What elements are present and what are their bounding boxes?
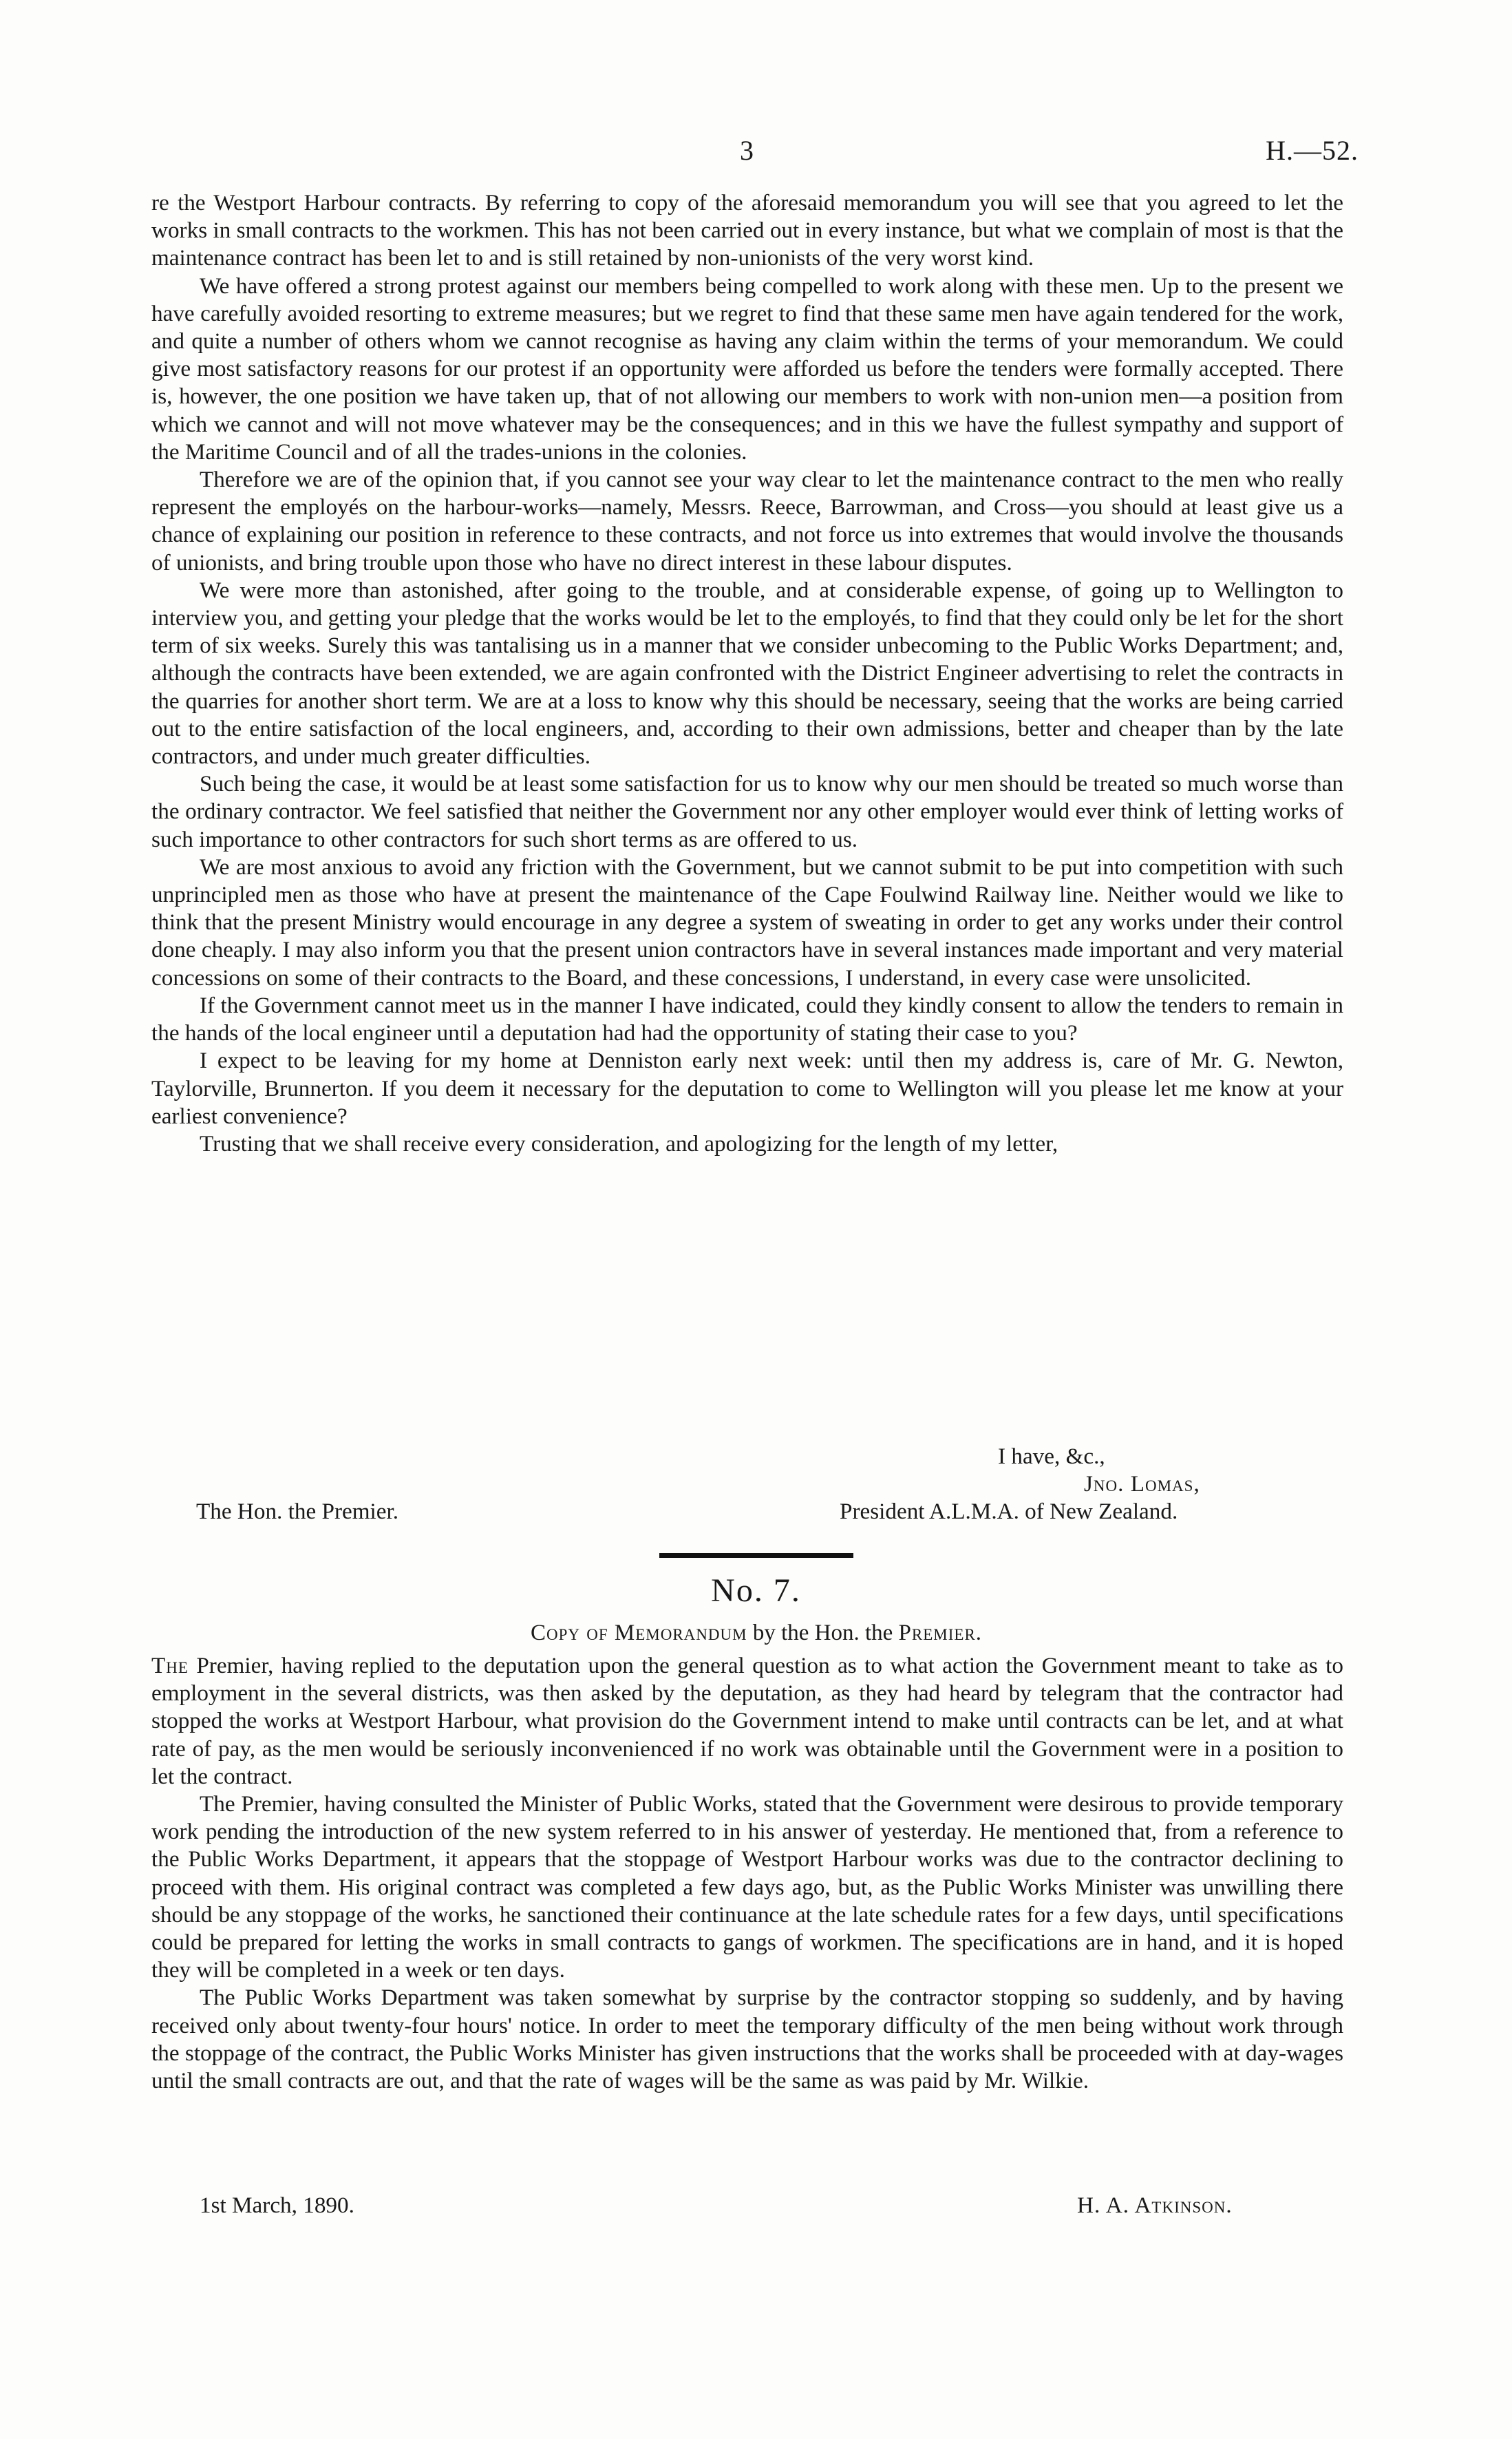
letter-paragraph-1: re the Westport Harbour contracts. By referring to copy of the aforesaid memorandum you will see that you agreed to let the works in small contracts to the workmen. This has not been carried out in every instance, but what we complain of most is that the maintenance contract has been let to and is still retained by non-unionists of the very worst kind. (151, 190, 1343, 271)
memo-signature-row (151, 2193, 1343, 2221)
letter-closing: I have, &c., (998, 1444, 1105, 1469)
page-number: 3 (740, 135, 754, 166)
section-divider (659, 1553, 853, 1558)
memo-paragraph-3: The Public Works Department was taken somewhat by surprise by the contractor stopping so suddenly, and by having received only about twenty-four hours' notice. In order to meet the temporary difficulty of the men being without work through the stoppage of the contract, the Public Works Minister has given instructions that the works shall be proceeded with at day-wages until the small contracts are out, and that the rate of wages will be the same as was paid by Mr. Wilkie. (151, 1985, 1343, 2094)
subtitle-middle: by the Hon. the (747, 1620, 899, 1645)
letter-paragraph-9: Trusting that we shall receive every consideration, and apologizing for the length of my letter, (200, 1130, 1058, 1157)
document-reference: H.—52. (1266, 135, 1359, 166)
letter-paragraph-8: I expect to be leaving for my home at Denniston early next week: until then my address is, care of Mr. G. Newton, Taylorville, Brunnerton. If you deem it necessary for the deputation to come to Wellington will you please let me know at your earliest convenience? (151, 1048, 1343, 1129)
letter-paragraph-3: Therefore we are of the opinion that, if you cannot see your way clear to let the maintenance contract to the men who really represent the employés on the harbour-works—namely, Messrs. Reece, Barrowman, and Cross—you should at least give us a chance of explaining our position in reference to these contracts, and not force us into extremes that would involve the thousands of unionists, and bring trouble upon those who have no direct interest in these labour disputes. (151, 467, 1343, 576)
memo-paragraph-1-text: Premier, having replied to the deputation upon the general question as to what action the Government meant to take as to employment in the several districts, was then asked by the deputation, as they had heard by telegram that the contractor had stopped the works at Westport Harbour, what provision do the Government intend to make until contracts can be let, and at what rate of pay, as the men would be seriously inconvenienced if no work was obtainable until the Government were in a position to let the contract. (151, 1653, 1343, 1789)
memo-date: 1st March, 1890. (200, 2193, 354, 2218)
letter-signatory-title: President A.L.M.A. of New Zealand. (840, 1499, 1178, 1525)
subtitle-memorandum: Memorandum (614, 1620, 747, 1645)
letter-signatory: Jno. Lomas, (1084, 1471, 1200, 1497)
memo-signatory: H. A. Atkinson. (1077, 2193, 1233, 2218)
letter-body (151, 189, 1343, 1158)
letter-paragraph-4: We were more than astonished, after going to the trouble, and at considerable expense, of going up to Wellington to interview you, and getting your pledge that the works would be let to the employés, to find that they could only be let for the short term of six weeks. Surely this was tantalising us in a manner that we consider unbecoming to the Public Works Department; and, although the contracts have been extended, we are again confronted with the District Engineer advertising to relet the contracts in the quarries for another short term. We are at a loss to know why this should be necessary, seeing that the works are being carried out to the entire satisfaction of the local engineers, and, according to their own admissions, better and cheaper than by the late contractors, and under much greater difficulties. (151, 577, 1343, 770)
section-title: No. 7. (711, 1572, 801, 1609)
section-subtitle (0, 1620, 1512, 1646)
letter-paragraph-5: Such being the case, it would be at least some satisfaction for us to know why our men should be treated so much worse than the ordinary contractor. We feel satisfied that neither the Government nor any other employer would ever think of letting works of such importance to other contractors for such short terms as are offered to us. (151, 771, 1343, 852)
letter-paragraph-6: We are most anxious to avoid any friction with the Government, but we cannot submit to be put into competition with such unprincipled men as those who have at present the maintenance of the Cape Foulwind Railway line. Neither would we like to think that the present Ministry would encourage in any degree a system of sweating in order to get any works under their control done cheaply. I may also inform you that the present union contractors have in several instances made important and very material concessions on some of their contracts to the Board, and these concessions, I understand, in every case were unsolicited. (151, 854, 1343, 991)
letter-signature-block (151, 1443, 1343, 1526)
memo-first-word: The (151, 1653, 189, 1678)
subtitle-period: . (975, 1620, 982, 1645)
subtitle-premier: Premier (898, 1620, 976, 1645)
memo-paragraph-1 (151, 1652, 1343, 1791)
letter-paragraph-7: If the Government cannot meet us in the manner I have indicated, could they kindly consent to allow the tenders to remain in the hands of the local engineer until a deputation had had the opportunity of stating their case to you? (151, 992, 1343, 1046)
subtitle-prefix: Copy of (530, 1620, 615, 1645)
memorandum-body (151, 1652, 1343, 2095)
page-header (0, 134, 1512, 176)
letter-addressee: The Hon. the Premier. (196, 1499, 399, 1525)
letter-paragraph-2: We have offered a strong protest against our members being compelled to work along with these men. Up to the present we have carefully avoided resorting to extreme measures; but we regret to find that these same men have again tendered for the work, and quite a number of others whom we cannot recognise as having any claim within the terms of your memorandum. We could give most satisfactory reasons for our protest if an opportunity were afforded us before the tenders were formally accepted. There is, however, the one position we have taken up, that of not allowing our members to work with non-union men—a position from which we cannot and will not move whatever may be the consequences; and in this we have the fullest sympathy and support of the Maritime Council and of all the trades-unions in the colonies. (151, 273, 1343, 465)
memo-paragraph-2: The Premier, having consulted the Minister of Public Works, stated that the Government were desirous to provide temporary work pending the introduction of the new system referred to in his answer of yesterday. He mentioned that, from a reference to the Public Works Department, it appears that the stoppage of Westport Harbour works was due to the contractor declining to proceed with them. His original contract was completed a few days ago, but, as the Public Works Minister was unwilling there should be any stoppage of the works, he sanctioned their continuance at the late schedule rates for a few days, until specifications could be prepared for letting the works in small contracts to gangs of workmen. The specifications are in hand, and it is hoped they will be completed in a week or ten days. (151, 1791, 1343, 1983)
